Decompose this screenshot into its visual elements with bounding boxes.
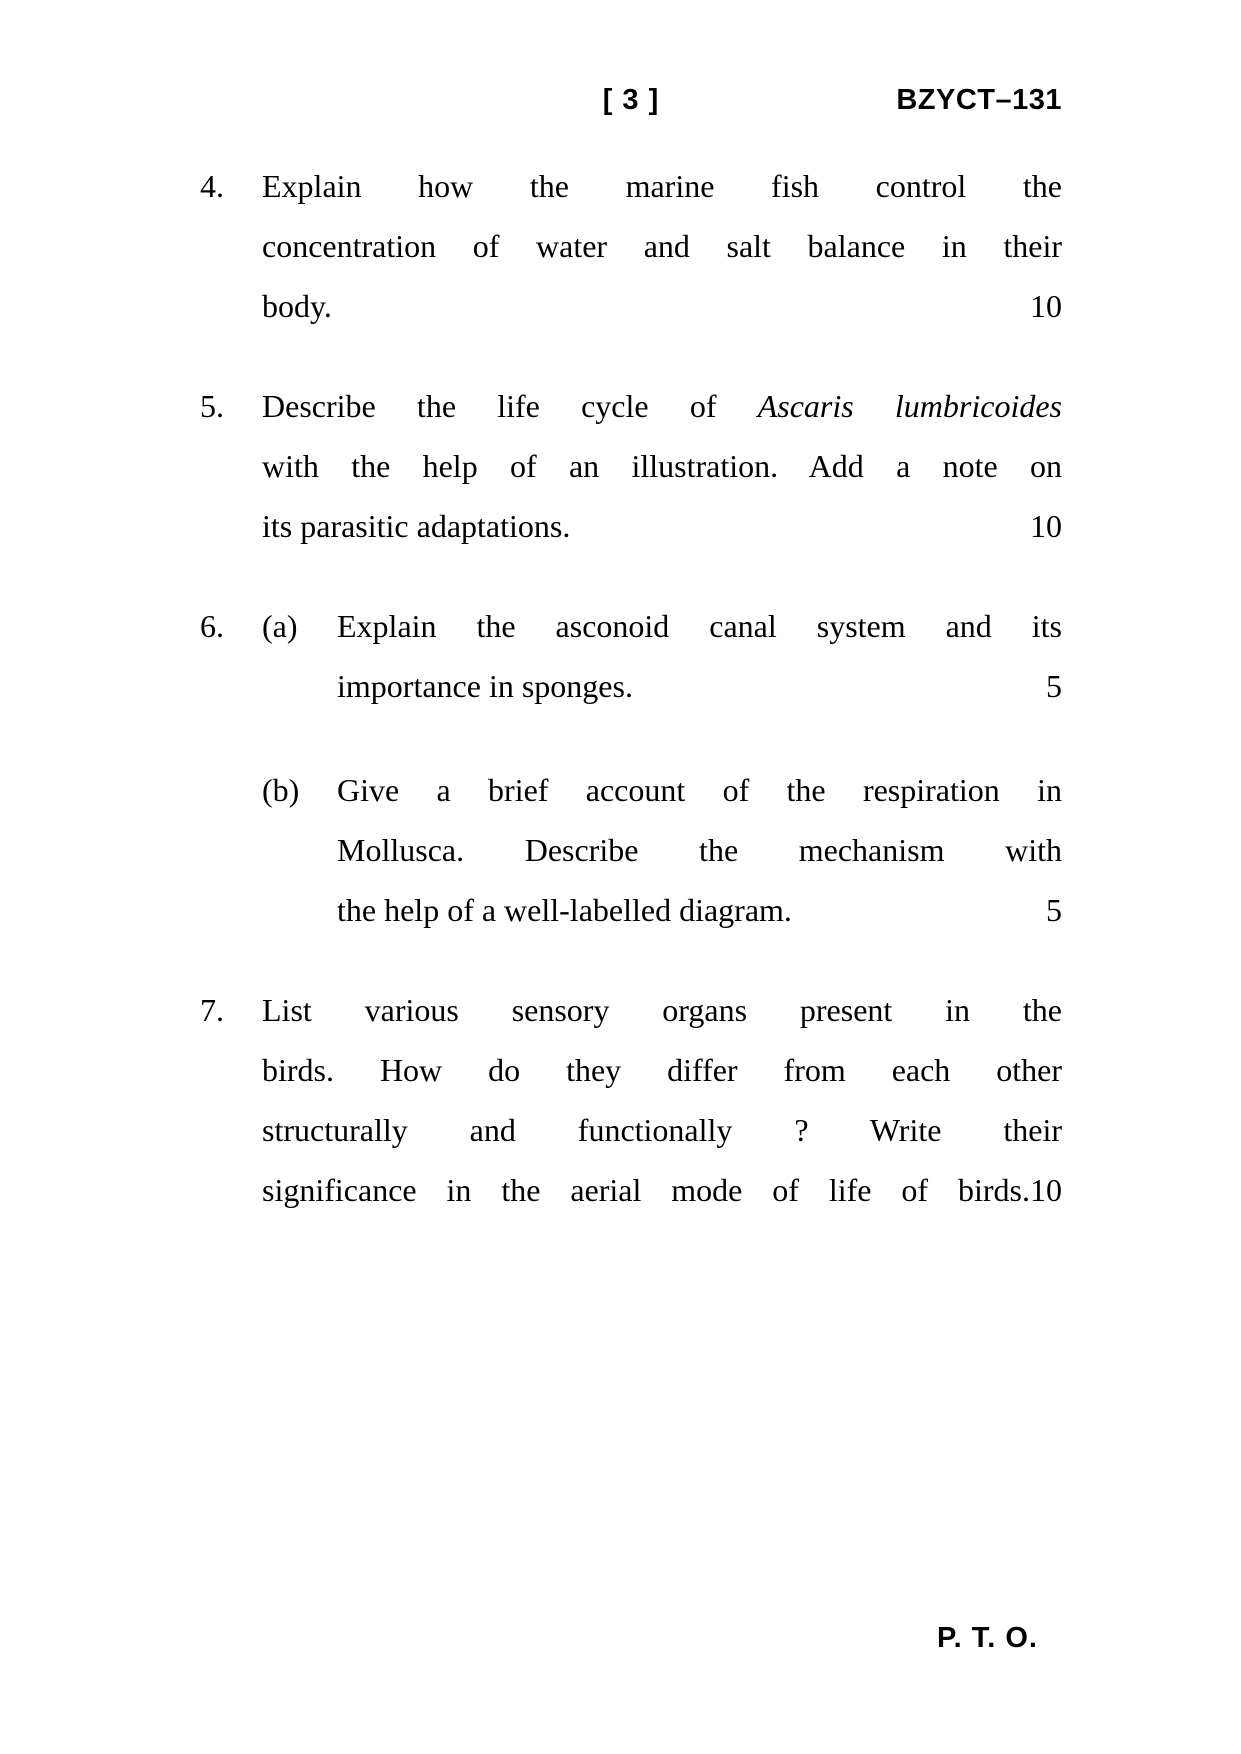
question-number: 6. <box>200 608 224 644</box>
part-body <box>337 760 1062 940</box>
species-name: Ascaris lumbricoides <box>757 388 1063 424</box>
question-5 <box>200 376 1062 556</box>
question-line: birds. How do they differ from each other <box>262 1052 1062 1088</box>
marks-value: 5 <box>1046 668 1062 704</box>
marks-value: 10 <box>1030 508 1062 544</box>
question-number: 4. <box>200 168 224 204</box>
question-body <box>262 376 1062 556</box>
question-line: Mollusca. Describe the mechanism with <box>337 832 1062 868</box>
question-line <box>262 496 1062 556</box>
page-number: [ 3 ] <box>602 84 660 116</box>
question-line: List various sensory organs present in the <box>262 992 1062 1028</box>
question-part-b <box>262 760 1062 940</box>
question-body <box>262 596 1062 940</box>
question-line: Give a brief account of the respiration in <box>337 772 1062 808</box>
question-line <box>262 376 1062 436</box>
question-line-text: body. <box>262 288 332 324</box>
question-line: significance in the aerial mode of life of birds.10 <box>262 1172 1062 1208</box>
marks-value: 10 <box>1030 288 1062 324</box>
question-line <box>337 880 1062 940</box>
part-label: (a) <box>262 608 298 644</box>
question-7 <box>200 980 1062 1220</box>
question-line-text: Describe the life cycle of <box>262 388 758 424</box>
part-label: (b) <box>262 772 300 808</box>
question-line <box>262 276 1062 336</box>
question-number: 7. <box>200 992 224 1028</box>
question-4 <box>200 156 1062 336</box>
question-line-text: the help of a well-labelled diagram. <box>337 892 792 928</box>
pto-label: P. T. O. <box>937 1622 1038 1654</box>
question-line: Explain how the marine fish control the <box>262 168 1062 204</box>
question-part-a <box>262 596 1062 716</box>
page-footer <box>937 1622 1038 1655</box>
question-line-text: importance in sponges. <box>337 668 633 704</box>
marks-value: 5 <box>1046 892 1062 928</box>
question-body <box>262 980 1062 1220</box>
question-line <box>337 656 1062 716</box>
paper-code: BZYCT–131 <box>896 84 1062 116</box>
question-line: concentration of water and salt balance in their <box>262 228 1062 264</box>
part-body <box>337 596 1062 716</box>
question-line: Explain the asconoid canal system and its <box>337 608 1062 644</box>
question-body <box>262 156 1062 336</box>
question-number: 5. <box>200 388 224 424</box>
question-6 <box>200 596 1062 940</box>
page-header <box>200 82 1062 118</box>
question-line: structurally and functionally ? Write their <box>262 1112 1062 1148</box>
question-line: with the help of an illustration. Add a note on <box>262 448 1062 484</box>
question-line-text: its parasitic adaptations. <box>262 508 571 544</box>
